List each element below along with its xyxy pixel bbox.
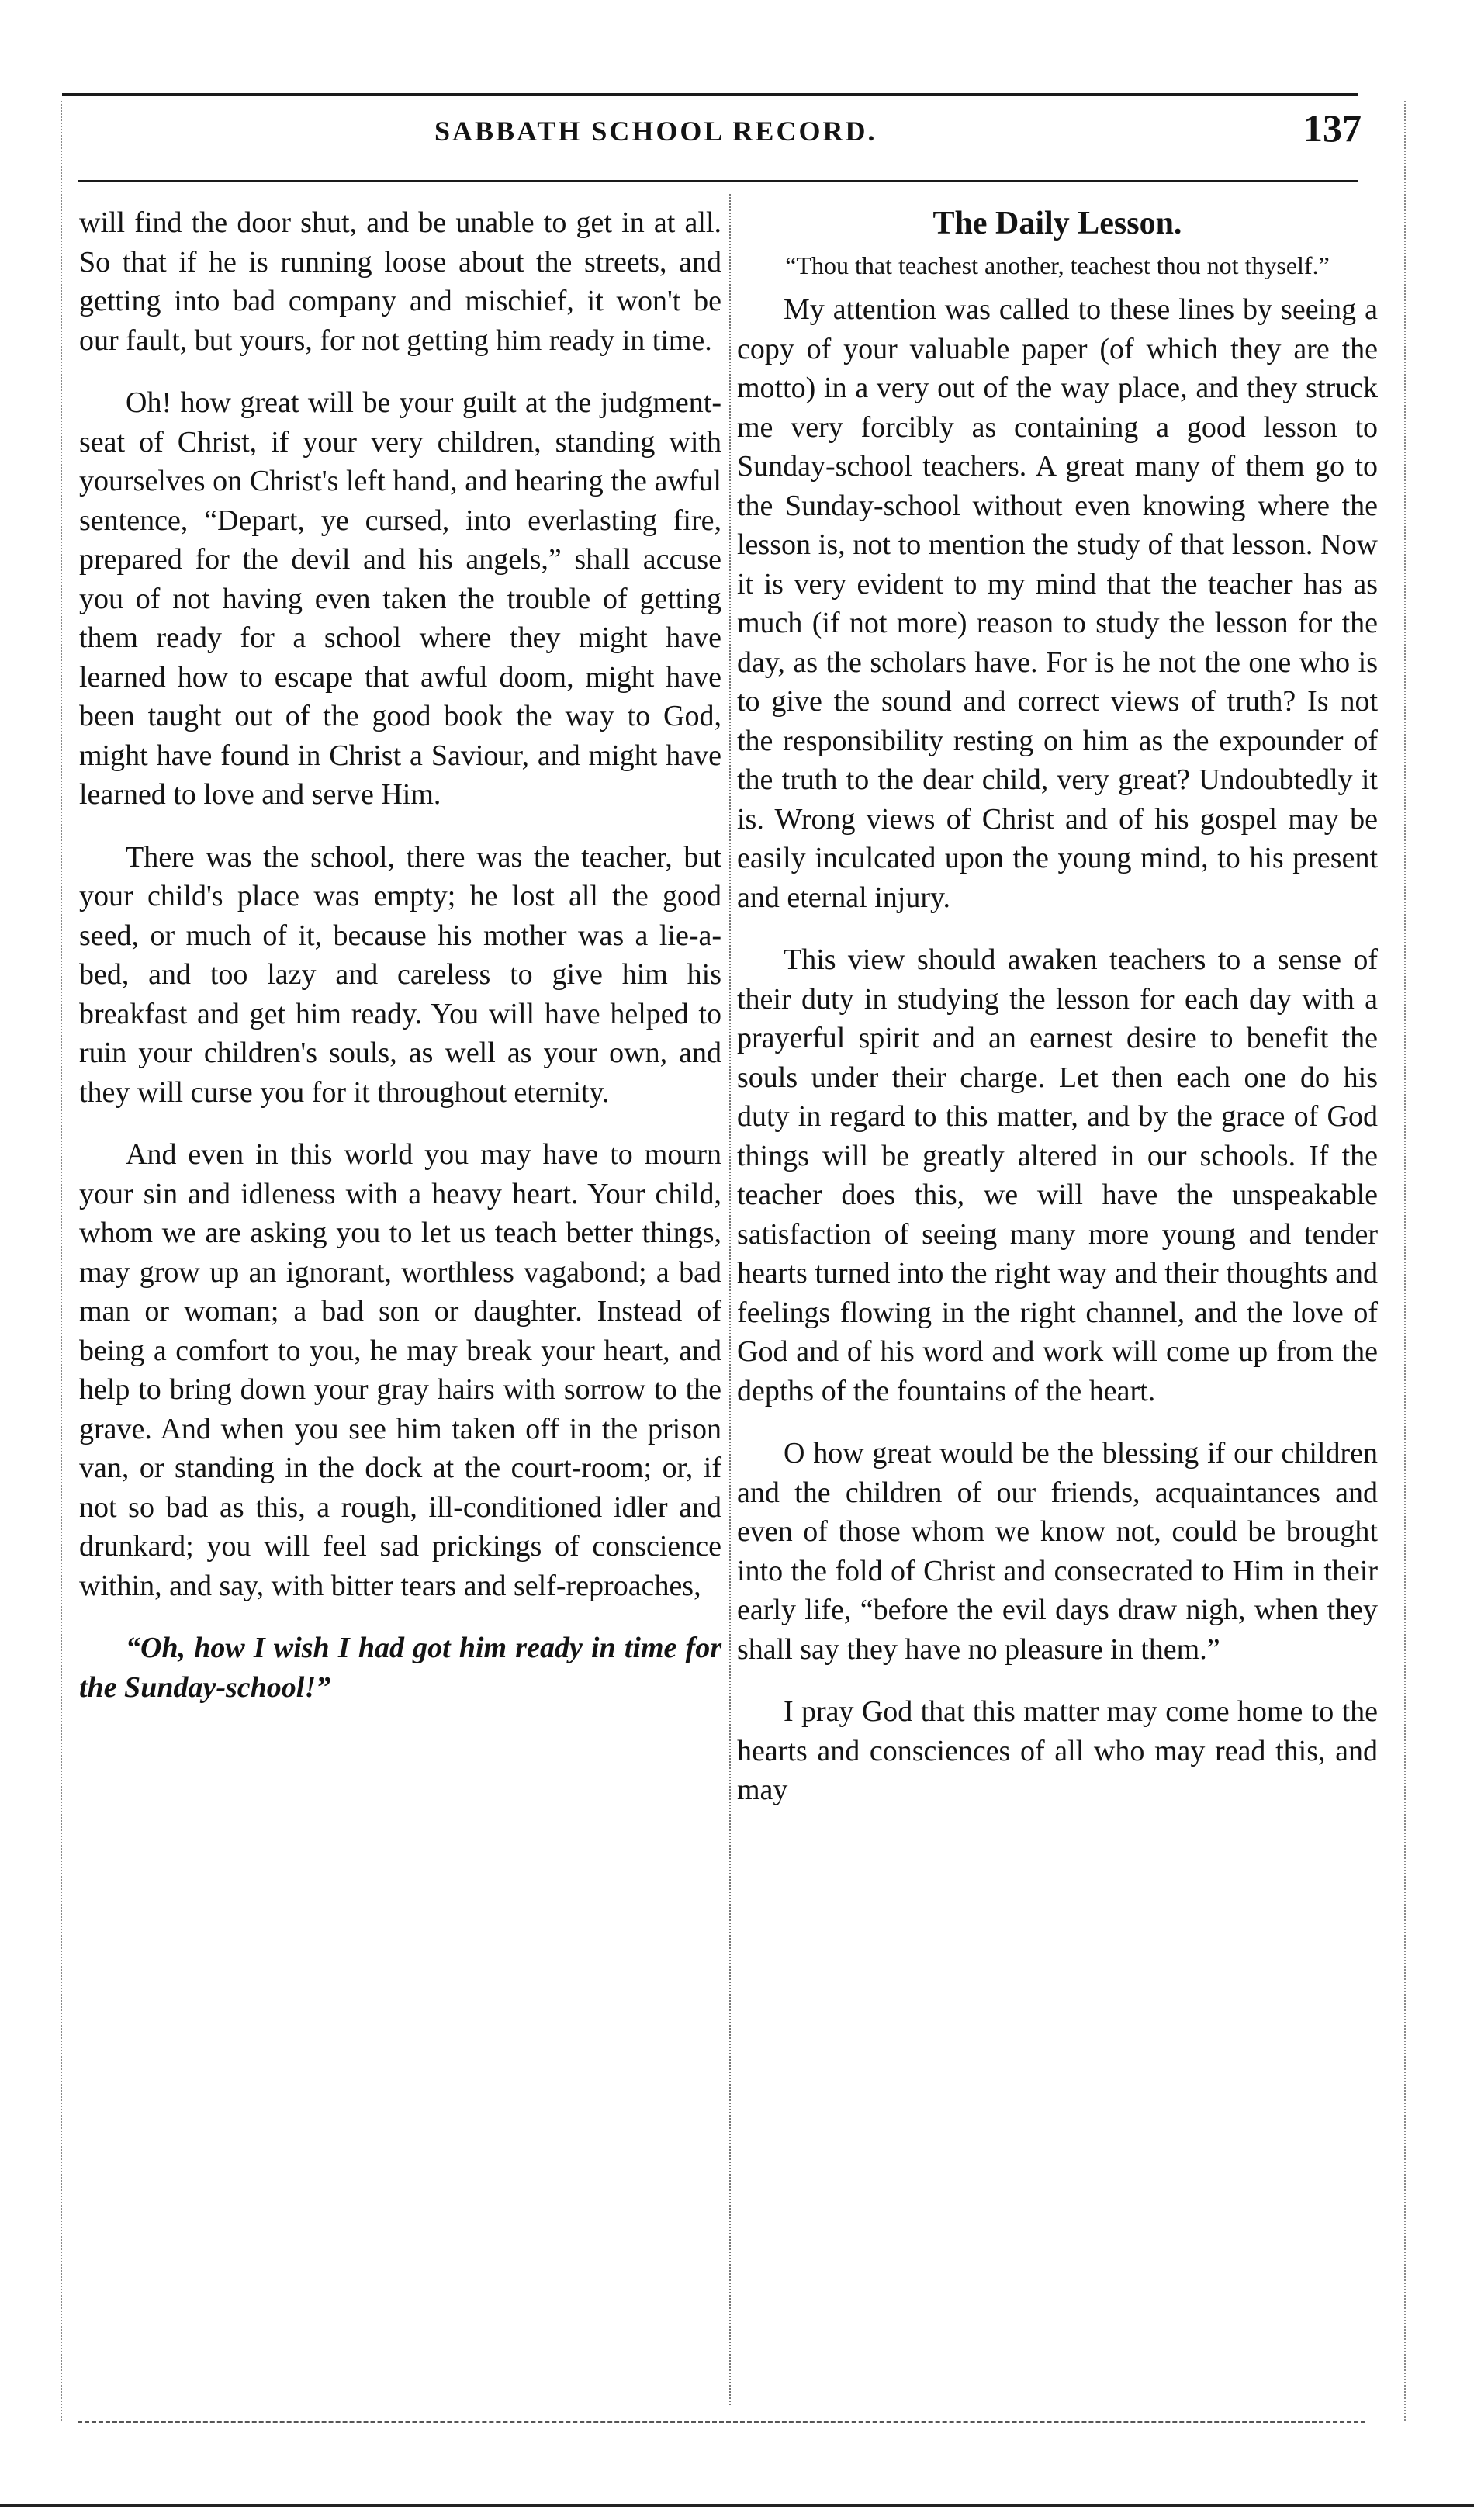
left-column — [79, 203, 721, 1707]
top-rule — [62, 93, 1358, 96]
header-rule — [78, 180, 1358, 182]
paragraph: O how great would be the blessing if our children and the children of our friends, acquaintances and even of those whom we know not, could be brought into the fold of Christ and consecrated to Him in their early life, “before the evil days draw nigh, when they shall say they have no pleasure in them.” — [737, 1437, 1378, 1666]
paragraph: This view should awaken teachers to a sense of their duty in studying the lesson for each day with a prayerful spirit and an earnest desire to benefit the souls under their charge. Let then each one do his duty in regard to this matter, and by the grace of God things will be greatly altered in our schools. If the teacher does this, we will have the unspeakable satisfaction of seeing many more young and tender hearts turned into the right way and their thoughts and feelings flowing in the right channel, and the love of God and of his word and work will come up from the depths of the fountains of the heart. — [737, 943, 1378, 1407]
article-motto: “Thou that teachest another, teachest thou not thyself.” — [785, 251, 1330, 279]
page-number: 137 — [1303, 106, 1362, 150]
paragraph: I pray God that this matter may come home to the hearts and consciences of all who may read this, and may — [737, 1695, 1378, 1806]
paragraph: Oh! how great will be your guilt at the judgment-seat of Christ, if your very children, standing with yourselves on Christ's left hand, and hearing the awful sentence, “Depart, ye cursed, into everlasting fire, prepared for the devil and his angels,” shall accuse you of not having even taken the trouble of getting them ready for a school where they might have learned how to escape that awful doom, might have been taught out of the good book the way to God, might have found in Christ a Saviour, and might have learned to love and serve Him. — [79, 386, 721, 811]
bottom-rule — [78, 2421, 1365, 2423]
article-title: The Daily Lesson. — [932, 206, 1182, 241]
running-header: SABBATH SCHOOL RECORD. — [434, 116, 877, 147]
paragraph: There was the school, there was the teacher, but your child's place was empty; he lost all the good seed, or much of it, because his mother was a lie-a-bed, and too lazy and careless to give him his breakfast and get him ready. You will have helped to ruin your children's souls, as well as your own, and they will curse you for it throughout eternity. — [79, 840, 721, 1109]
left-border-rule — [61, 101, 62, 2421]
paragraph: And even in this world you may have to mourn your sin and idleness with a heavy heart. Your child, whom we are asking you to let us teach better things, may grow up an ignorant, worthless vagabond; a bad man or woman; a bad son or daughter. Instead of being a comfort to you, he may break your heart, and help to bring down your gray hairs with sorrow to the grave. And when you see him taken off in the prison van, or standing in the dock at the court-room; or, if not so bad as this, a rough, ill-conditioned idler and drunkard; you will feel sad prickings of conscience within, and say, with bitter tears and self-reproaches, — [79, 1138, 721, 1602]
right-border-rule — [1404, 101, 1406, 2421]
right-column — [737, 203, 1378, 1833]
paragraph: will find the door shut, and be unable to get in at all. So that if he is running loose about the streets, and getting into bad company and mischief, it won't be our fault, but yours, for not getting him ready in time. — [79, 206, 721, 357]
paragraph: My attention was called to these lines by seeing a copy of your valuable paper (of which they are the motto) in a very out of the way place, and they struck me very forcibly as containing a good lesson to Sunday-school teachers. A great many of them go to the Sunday-school without even knowing where the lesson is, not to mention the study of that lesson. Now it is very evident to my mind that the teacher has as much (if not more) reason to study the lesson for the day, as the scholars have. For is he not the one who is to give the sound and correct views of truth? Is not the responsibility resting on him as the expounder of the truth to the dear child, very great? Undoubtedly it is. Wrong views of Christ and of his gospel may be easily inculcated upon the young mind, to his present and eternal injury. — [737, 293, 1378, 914]
closing-quote: “Oh, how I wish I had got him ready in time for the Sunday-school!” — [79, 1632, 721, 1704]
page-edge-rule — [0, 2504, 1474, 2507]
column-divider — [729, 194, 731, 2405]
